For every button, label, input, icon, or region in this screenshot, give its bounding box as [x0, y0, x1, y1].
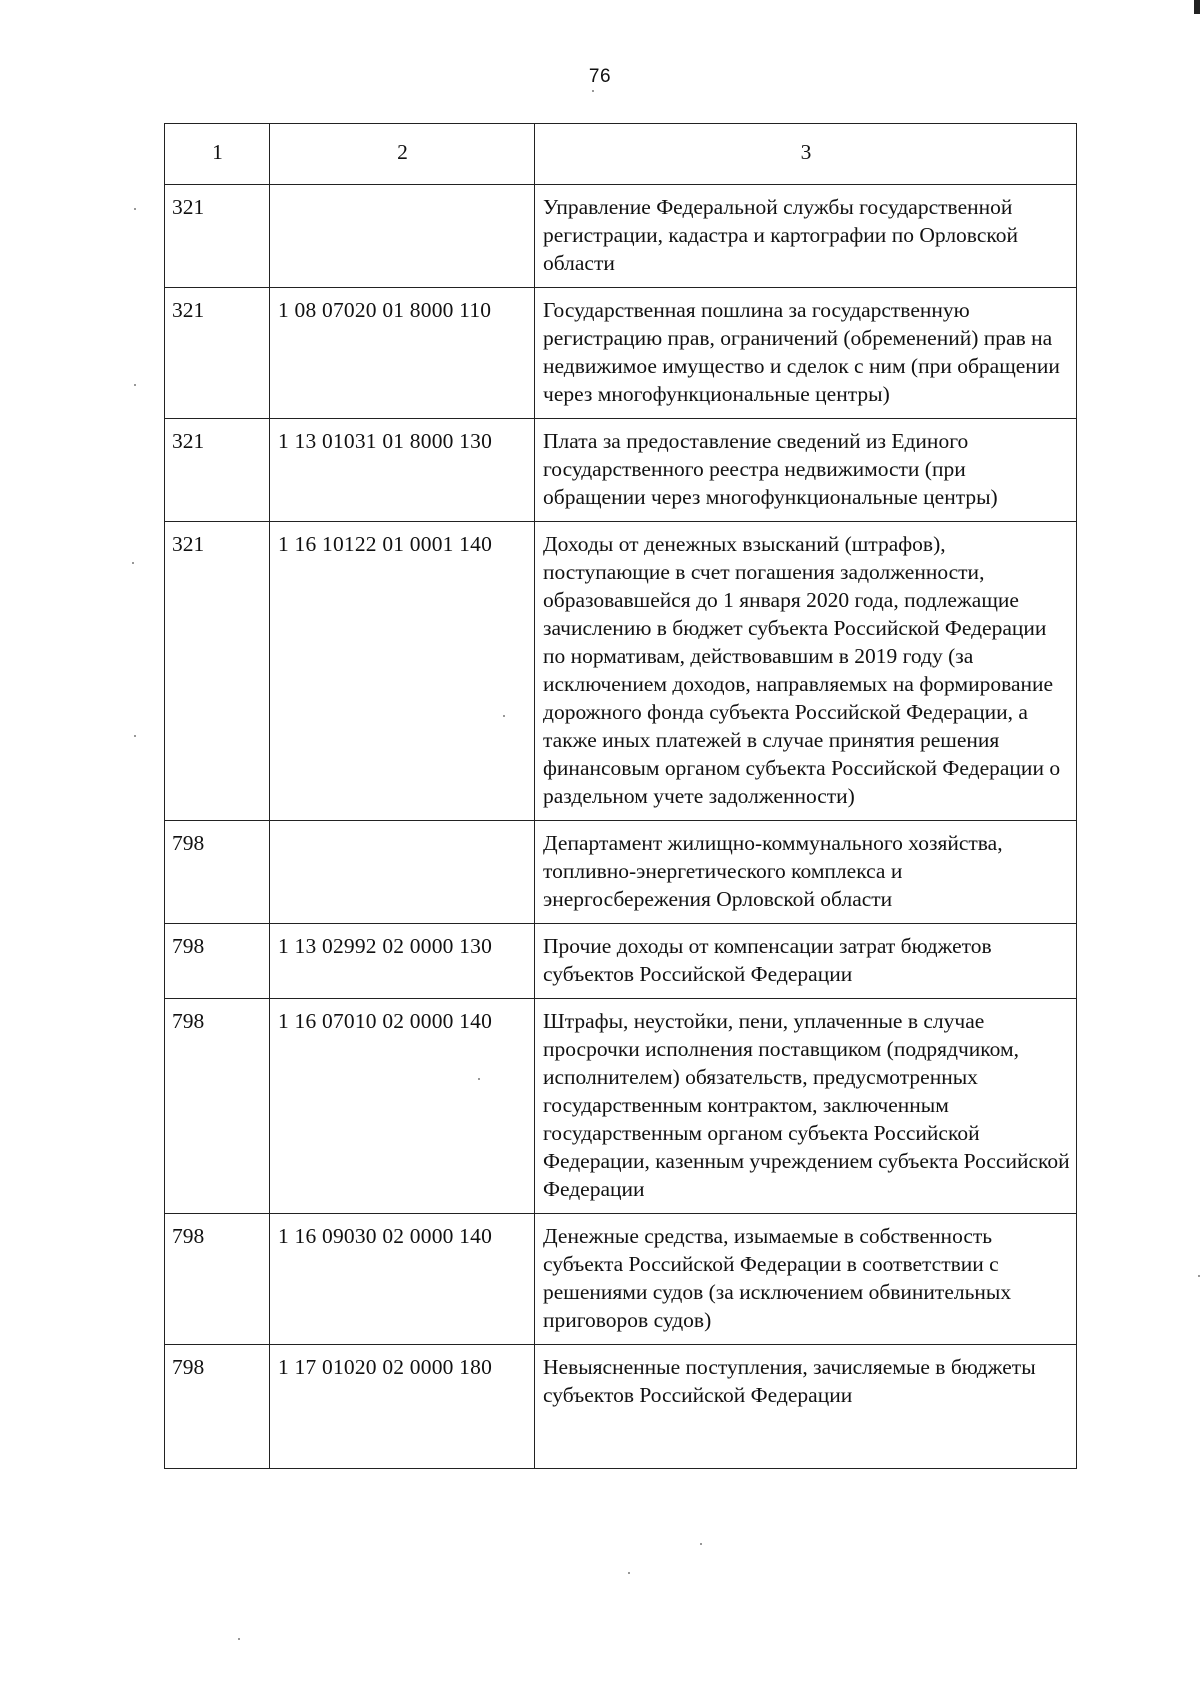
scan-speck — [134, 208, 136, 210]
scan-edge-mark — [1194, 0, 1200, 14]
table-row — [165, 924, 1077, 999]
revenue-code-cell: 1 16 10122 01 0001 140 — [270, 522, 535, 821]
table-row — [165, 419, 1077, 522]
revenue-code-cell: 1 16 09030 02 0000 140 — [270, 1214, 535, 1345]
column-header-2: 2 — [270, 124, 535, 185]
admin-code-cell: 321 — [165, 288, 270, 419]
admin-code-cell: 321 — [165, 522, 270, 821]
table-row — [165, 999, 1077, 1214]
scan-speck — [700, 1543, 702, 1545]
description-cell: Прочие доходы от компенсации затрат бюджетов субъектов Российской Федерации — [535, 924, 1077, 999]
admin-code-cell: 798 — [165, 1345, 270, 1469]
table-row — [165, 1214, 1077, 1345]
column-header-3: 3 — [535, 124, 1077, 185]
revenue-code-cell: 1 08 07020 01 8000 110 — [270, 288, 535, 419]
table-row — [165, 821, 1077, 924]
revenue-code-cell: 1 17 01020 02 0000 180 — [270, 1345, 535, 1469]
revenue-code-cell — [270, 821, 535, 924]
admin-code-cell: 798 — [165, 821, 270, 924]
description-cell: Управление Федеральной службы государственной регистрации, кадастра и картографии по Орловской области — [535, 185, 1077, 288]
admin-code-cell: 798 — [165, 1214, 270, 1345]
description-cell: Доходы от денежных взысканий (штрафов), поступающие в счет погашения задолженности, образовавшейся до 1 января 2020 года, подлежащие зачислению в бюджет субъекта Российской Федерации по нормативам, действовавшим в 2019 году (за исключением доходов, направляемых на формирование дорожного фонда субъекта Российской Федерации, а также иных платежей в случае принятия решения финансовым органом субъекта Российской Федерации о раздельном учете задолженности) — [535, 522, 1077, 821]
scan-speck — [628, 1572, 630, 1574]
scan-speck — [238, 1638, 240, 1640]
table-row — [165, 288, 1077, 419]
admin-code-cell: 798 — [165, 999, 270, 1214]
revenue-codes-table — [164, 123, 1077, 1469]
revenue-code-cell: 1 13 01031 01 8000 130 — [270, 419, 535, 522]
description-cell: Штрафы, неустойки, пени, уплаченные в случае просрочки исполнения поставщиком (подрядчиком, исполнителем) обязательств, предусмотренных государственным контрактом, заключенным государственным органом субъекта Российской Федерации, казенным учреждением субъекта Российской Федерации — [535, 999, 1077, 1214]
revenue-code-cell — [270, 185, 535, 288]
description-cell: Плата за предоставление сведений из Единого государственного реестра недвижимости (при обращении через многофункциональные центры) — [535, 419, 1077, 522]
table-row — [165, 1345, 1077, 1469]
scan-speck — [592, 90, 594, 92]
revenue-code-cell: 1 13 02992 02 0000 130 — [270, 924, 535, 999]
page-number: 76 — [588, 66, 612, 87]
table-row — [165, 185, 1077, 288]
scan-speck — [134, 735, 136, 737]
description-cell: Денежные средства, изымаемые в собственность субъекта Российской Федерации в соответствии с решениями судов (за исключением обвинительных приговоров судов) — [535, 1214, 1077, 1345]
table-header-row — [165, 124, 1077, 185]
table-row — [165, 522, 1077, 821]
revenue-code-cell: 1 16 07010 02 0000 140 — [270, 999, 535, 1214]
scan-speck — [478, 1078, 480, 1080]
column-header-1: 1 — [165, 124, 270, 185]
scan-speck — [503, 715, 505, 717]
scan-speck — [134, 384, 136, 386]
description-cell: Невыясненные поступления, зачисляемые в бюджеты субъектов Российской Федерации — [535, 1345, 1077, 1469]
admin-code-cell: 321 — [165, 185, 270, 288]
scan-speck — [132, 562, 134, 564]
description-cell: Государственная пошлина за государственную регистрацию прав, ограничений (обременений) прав на недвижимое имущество и сделок с ним (при обращении через многофункциональные центры) — [535, 288, 1077, 419]
admin-code-cell: 798 — [165, 924, 270, 999]
description-cell: Департамент жилищно-коммунального хозяйства, топливно-энергетического комплекса и энергосбережения Орловской области — [535, 821, 1077, 924]
admin-code-cell: 321 — [165, 419, 270, 522]
